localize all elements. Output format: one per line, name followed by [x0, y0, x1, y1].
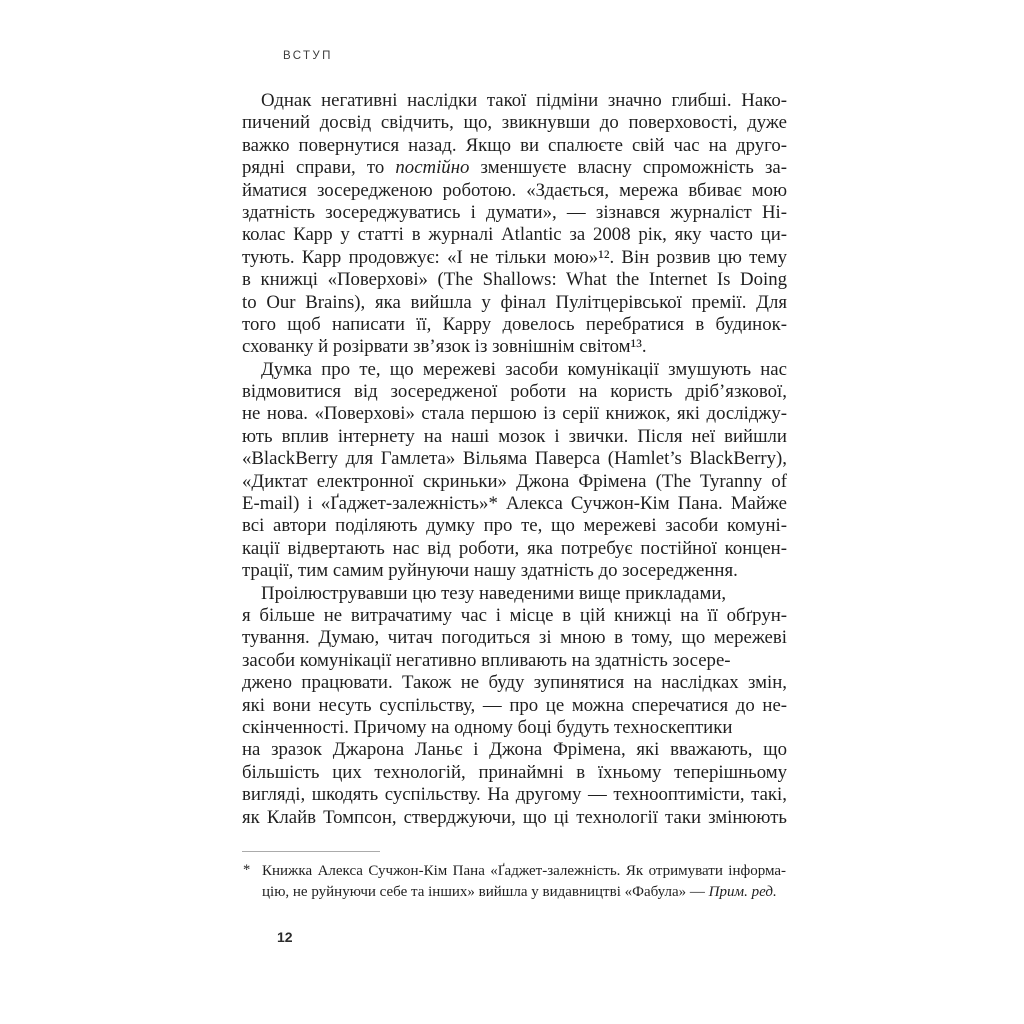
text-line: які вони несуть суспільству, — про це можна сперечатися до не-: [242, 694, 788, 716]
text-line: схованку й розірвати зв’язок із зовнішнім світом¹³.: [242, 336, 647, 358]
text-line: Проілюструвавши цю тезу наведеними вище прикладами,: [261, 582, 727, 604]
text-line: ють вплив інтернету на наші мозок і звички. Після неї вийшли: [242, 425, 787, 447]
text-line: Однак негативні наслідки такої підміни значно глибші. Нако-: [261, 90, 787, 111]
text-line: тують. Карр продовжує: «І не тільки мою»¹². Він розвив цю тему: [242, 246, 787, 268]
text-line: скінченності. Причому на одному боці будуть техноскептики: [242, 716, 733, 738]
text-line: колас Карр у статті в журналі Atlantic за 2008 рік, яку часто ци-: [242, 224, 788, 246]
text-line: джено працювати. Також не буду зупинятися на наслідках змін,: [242, 672, 788, 694]
body-text: [242, 90, 787, 829]
text-line: здатність зосереджуватись і думати», — зізнався журналіст Ні-: [242, 201, 787, 223]
text-line: to Our Brains), яка вийшла у фінал Пулітцерівської премії. Для: [242, 291, 787, 313]
text-line: йматися зосередженою роботою. «Здається, мережа вбиває мою: [242, 179, 788, 201]
page-number: 12: [277, 929, 293, 945]
text-line: вигляді, шкодять суспільству. На другому — технооптимісти, такі,: [242, 784, 787, 806]
text-line: в книжці «Поверхові» (The Shallows: What the Internet Is Doing: [242, 269, 787, 291]
text-line: кації відвертають нас від роботи, яка потребує постійної концен-: [242, 537, 787, 559]
text-line: всі автори поділяють думку про те, що мережеві засоби комуні-: [242, 515, 788, 537]
text-line: засоби комунікації негативно впливають на здатність зосере-: [242, 649, 731, 671]
text-line: важко повернутися назад. Якщо ви спалюєте свій час на друго-: [242, 134, 787, 156]
text-line: «BlackBerry для Гамлета» Вільяма Паверса (Hamlet’s BlackBerry),: [242, 448, 787, 470]
text-line: E-mail) і «Ґаджет-залежність»* Алекса Сучжон-Кім Пана. Майже: [242, 493, 787, 515]
text-line: як Клайв Томпсон, стверджуючи, що ці технології таки змінюють: [242, 806, 787, 828]
text-line: того щоб написати її, Карру довелось перебратися в будинок-: [242, 313, 787, 335]
text-line: цію, не руйнуючи себе та інших» вийшла у видавництві «Фабула» — Прим. ред.: [262, 884, 777, 900]
text-line: Думка про те, що мережеві засоби комунікації змушують нас: [261, 358, 787, 380]
text-line: пичений досвід свідчить, що, звикнувши до поверховості, дуже: [242, 112, 787, 134]
footnote-marker: *: [243, 862, 251, 878]
text-line: тування. Думаю, читач погодиться зі мною в тому, що мережеві: [242, 627, 787, 649]
text-line: рядні справи, то постійно зменшуєте власну спроможність за-: [242, 157, 787, 179]
text-line: на зразок Джарона Ланьє і Джона Фрімена, які вважають, що: [242, 739, 788, 761]
text-line: відмовитися від зосередженої роботи на користь дріб’язкової,: [242, 381, 787, 403]
text-line: не нова. «Поверхові» стала першою із серії книжок, які досліджу-: [242, 403, 788, 425]
text-line: «Диктат електронної скриньки» Джона Фрімена (The Tyranny of: [242, 470, 788, 492]
text-line: трації, тим самим руйнуючи нашу здатність до зосередження.: [242, 560, 738, 582]
text-line: я більше не витрачатиму час і місце в цій книжці на її обґрун-: [242, 604, 788, 626]
text-line: Книжка Алекса Сучжон-Кім Пана «Ґаджет-залежність. Як отримувати інформа-: [262, 863, 787, 879]
running-header: ВСТУП: [283, 50, 333, 62]
footnote-text: [262, 861, 786, 903]
text-line: більшість цих технологій, принаймні в їхньому теперішньому: [242, 761, 788, 783]
footnote-divider: [242, 851, 380, 852]
